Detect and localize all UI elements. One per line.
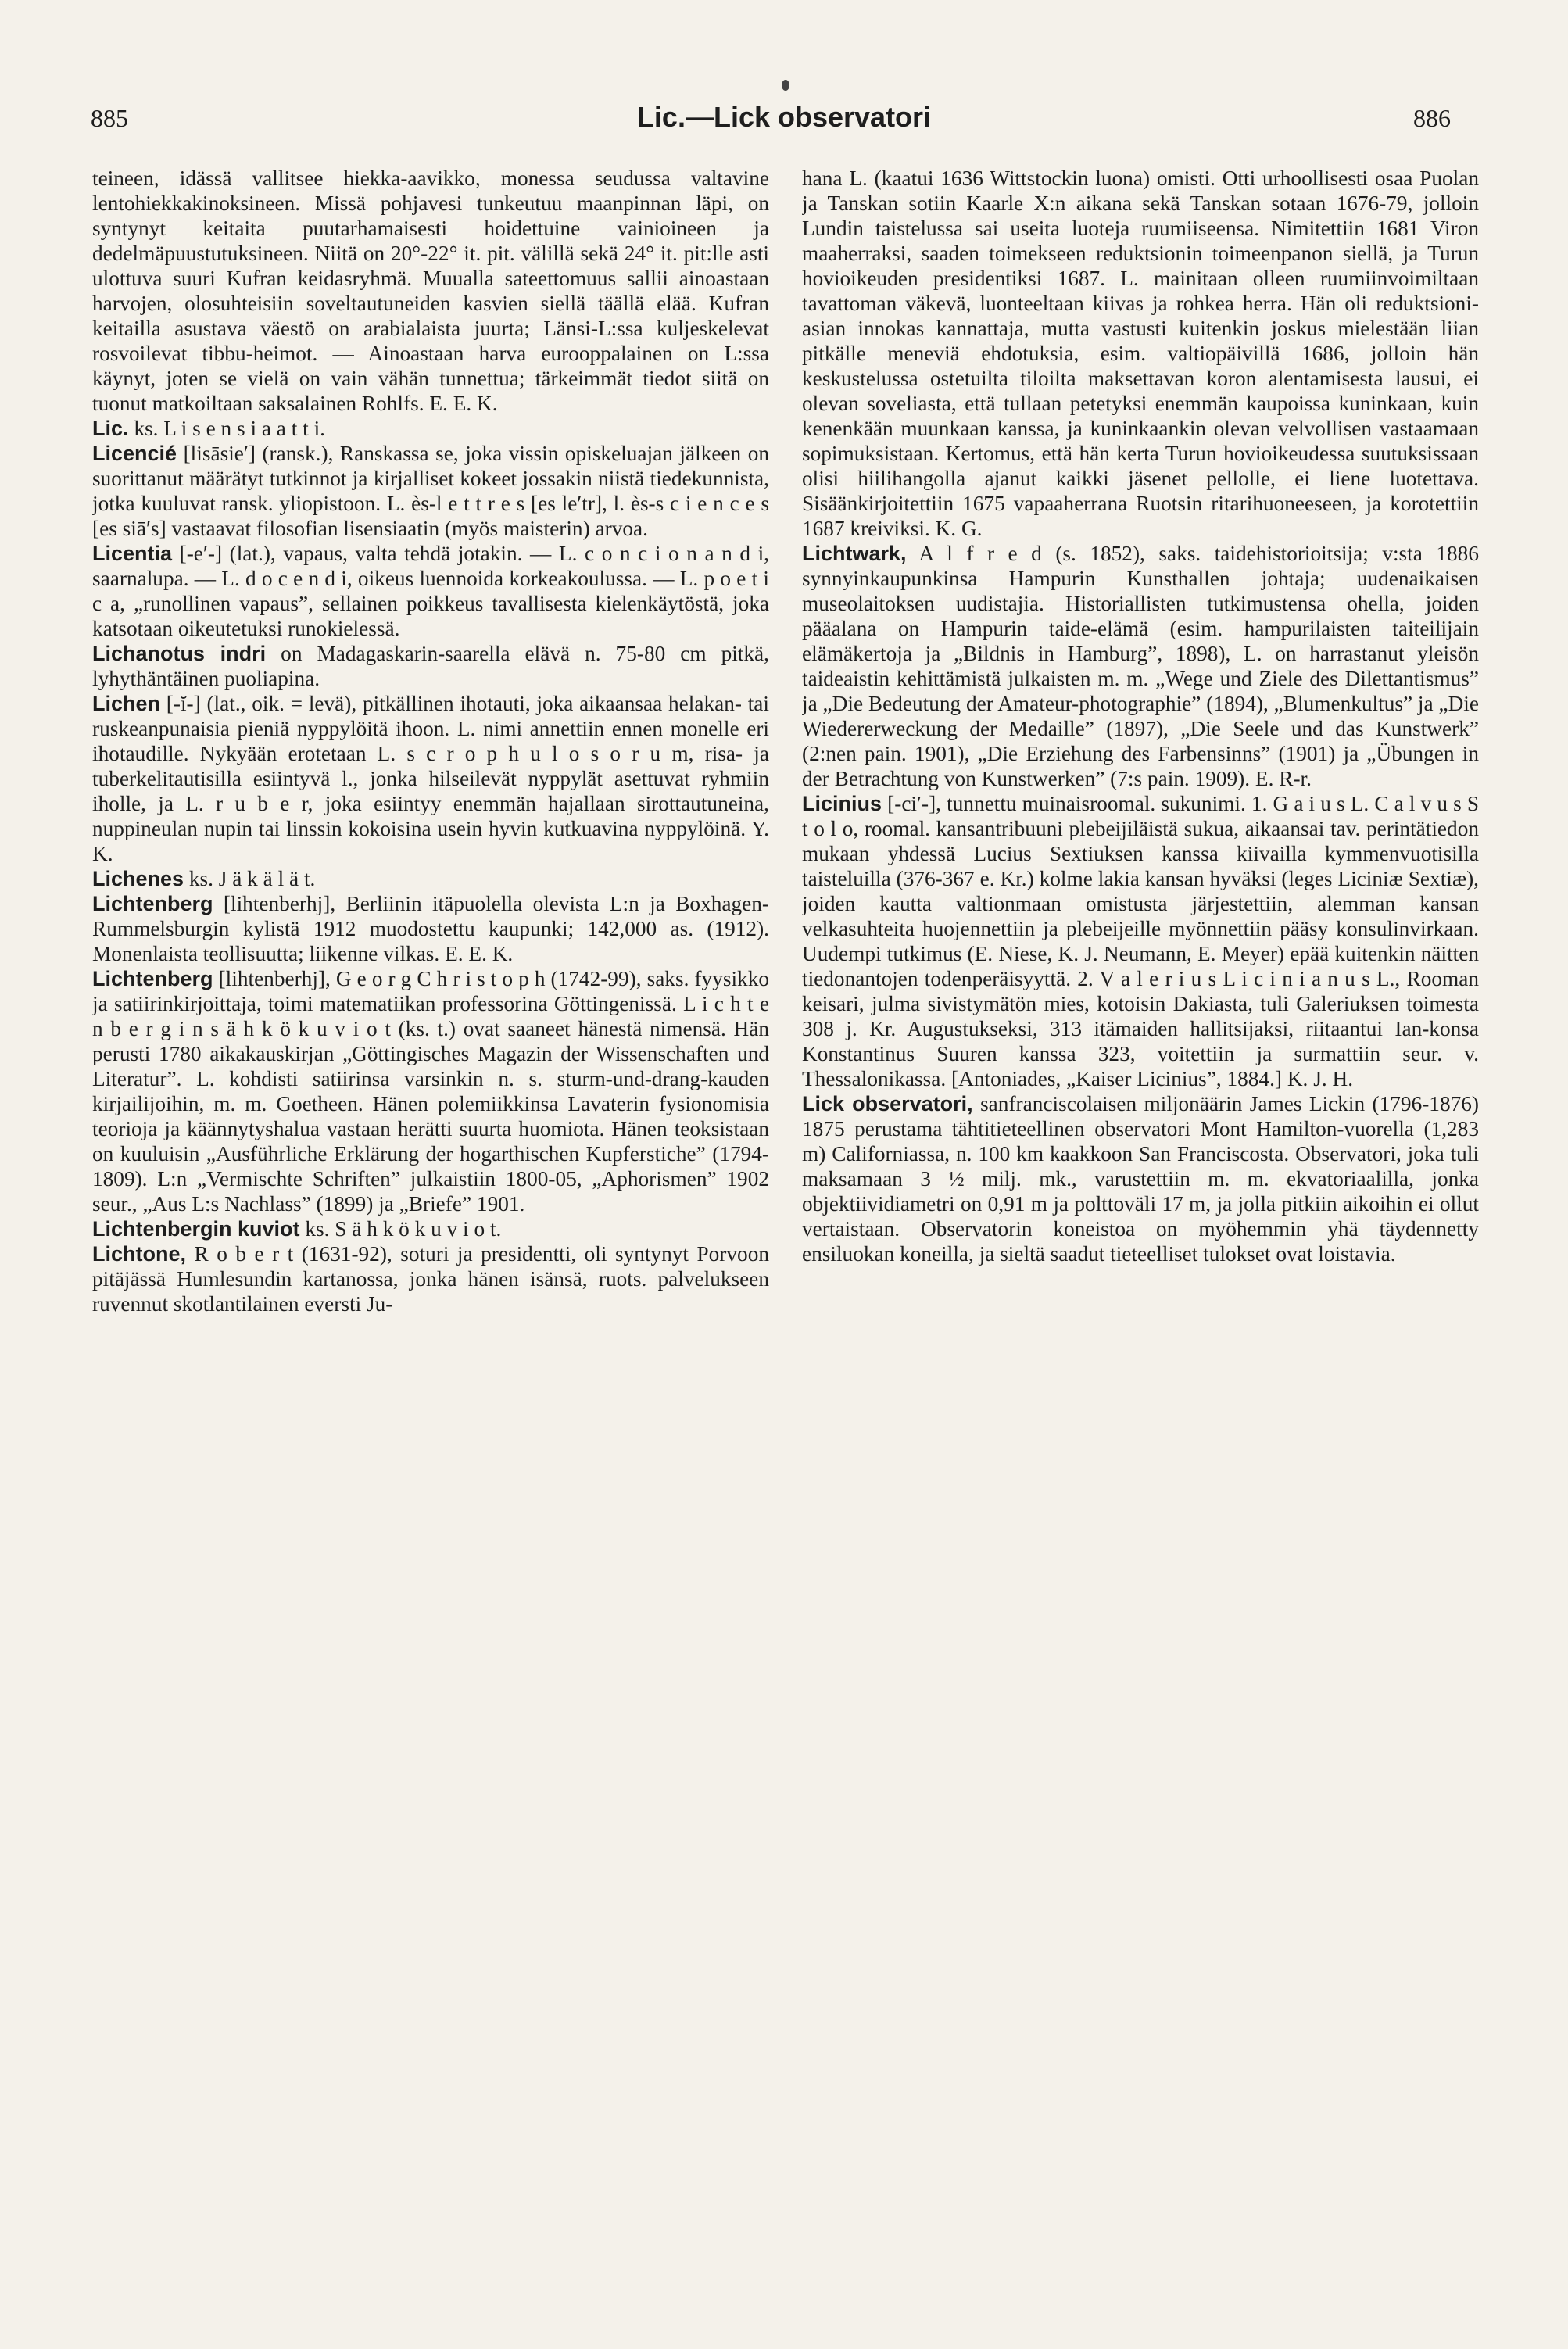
entry-text: ks. L i s e n s i a a t t i. bbox=[134, 417, 325, 440]
entry-text: hana L. (kaatui 1636 Wittstockin luona) omisti. Otti urhoollisesti osaa Puolan ja Tanskan sotiin Kaarle X:n aikana sekä Tanskan sotaan 1676-79, jolloin Lundin taistelussa sai useita luoteja ruumiiseensa. Nimitettiin 1681 Viron maaherraksi, saaden toimekseen reduktsionin toimeenpanon siellä, ja Turun hovioikeuden presidentiksi 1687. L. mainitaan olleen ruumiinvoimiltaan tavattoman väkevä, luonteeltaan kiivas ja rohkea herra. Hän oli reduktsioni-asian innokas kannattaja, mutta vastusti kuitenkin joskus mielestään liian pitkälle meneviä ehdotuksia, esim. valtiopäivillä 1686, jolloin hän keskustelussa ostetuilta tiloilta maksettavan koron alentamisesta lausui, ei olevan soveliasta, että tullaan petetyksi enemmän kaupoissa kuninkaan, kuin kenenkään muunkaan kanssa, ja kuninkaankin olevan velvollisen vastaamaan sopimuksistaan. Kertomus, että hän kerta Turun hovioikeudessa suutuksissaan olisi hiilihangolla ajanut kaikki jäsenet pellolle, ei liene luotettava. Sisäänkirjoitettiin 1675 vapaaherrana Ruotsin ritarihuoneeseen, ja korotettiin 1687 kreiviksi. K. G. bbox=[802, 167, 1479, 540]
entry bbox=[92, 641, 769, 691]
entry-headword: Licinius bbox=[802, 792, 882, 815]
entry bbox=[92, 1216, 769, 1241]
entry bbox=[92, 691, 769, 866]
entry bbox=[92, 891, 769, 966]
entry-headword: Lichtwark, bbox=[802, 542, 907, 565]
entry-headword: Licentia bbox=[92, 542, 173, 565]
entry-text: ks. J ä k ä l ä t. bbox=[188, 867, 316, 890]
entry bbox=[802, 166, 1479, 541]
entry bbox=[802, 541, 1479, 791]
entry-headword: Lichtone, bbox=[92, 1242, 186, 1266]
entry-headword: Licencié bbox=[92, 442, 177, 465]
entry bbox=[92, 1241, 769, 1316]
entry-headword: Lichen bbox=[92, 692, 161, 715]
entry bbox=[92, 966, 769, 1216]
entry bbox=[802, 791, 1479, 1091]
entry-text: [lihtenberhj], G e o r g C h r i s t o p h (1742-99), saks. fyysikko ja satiirinkirjoittaja, toimi matematiikan professorina Göttingenissä. L i c h t e n b e r g i n s ä h k ö k u v i o t (ks. t.) ovat saaneet hänestä nimensä. Hän perusti 1780 aikakauskirjan „Göttingisches Magazin der Wissenschaften und Literatur”. L. kohdisti satiirinsa varsinkin n. s. sturm-und-drang-kauden kirjailijoihin, m. m. Goetheen. Hänen polemiikkinsa Lavaterin fysionomisia teorioja ja käännytyshalua vastaan herätti suurta huomiota. Hänen teoksistaan on kuuluisin „Ausführliche Erklärung der hogarthischen Kupferstiche” (1794-1809). L:n „Vermischte Schriften” julkaistiin 1800-05, „Aphorismen” 1902 seur., „Aus L:s Nachlass” (1899) ja „Briefe” 1901. bbox=[92, 967, 769, 1216]
entry-headword: Lichtenberg bbox=[92, 967, 213, 990]
entry-text: A l f r e d (s. 1852), saks. taidehistorioitsija; v:sta 1886 synnyinkaupunkinsa Hampurin Kunsthallen johtaja; uudenaikaisen museolaitoksen uudistajia. Historiallisten tutkimustensa ohella, joiden pääalana on Hampurin taide-elämä (esim. hampurilaisten taiteilijain elämäkertoja ja „Bildnis in Hamburg”, 1898), L. on harrastanut yleisön taideaistin kehittämistä julkaisten m. m. „Wege und Ziele des Dilettantismus” ja „Die Bedeutung der Amateur-photographie” (1894), „Blumenkultus” ja „Die Wiedererweckung der Medaille” (1897), „Die Seele und das Kunstwerk” (2:nen pain. 1901), „Die Erziehung des Farbensinns” (1901) ja „Übungen in der Betrachtung von Kunstwerken” (7:s pain. 1909). E. R-r. bbox=[802, 542, 1479, 790]
entry bbox=[802, 1091, 1479, 1266]
entry-text: ks. S ä h k ö k u v i o t. bbox=[305, 1217, 502, 1241]
entry-text: [lisāsie′] (ransk.), Ranskassa se, joka vissin opiskeluajan jälkeen on suorittanut määrätyt tutkinnot ja kirjalliset kokeet jossakin niistä tiedekunnista, jotka kuuluvat ransk. yliopistoon. L. ès-l e t t r e s [es le′tr], l. ès-s c i e n c e s [es siā′s] vastaavat filosofian lisensiaatin (myös maisterin) arvoa. bbox=[92, 442, 769, 540]
entry bbox=[92, 866, 769, 891]
running-title: Lic.—Lick observatori bbox=[636, 101, 932, 133]
page-number-right: 886 bbox=[1413, 104, 1451, 132]
entry-headword: Lichtenbergin kuviot bbox=[92, 1217, 300, 1241]
entry bbox=[92, 166, 769, 416]
entry-text: [-e′-] (lat.), vapaus, valta tehdä jotakin. — L. c o n c i o n a n d i, saarnalupa. — L. d o c e n d i, oikeus luennoida korkeakoulussa. — L. p o e t i c a, „runollinen vapaus”, sellainen poikkeus tavallisesta kielenkäytöstä, joka katsotaan oikeutetuksi runokielessä. bbox=[92, 542, 769, 640]
entry-headword: Lick observatori, bbox=[802, 1092, 973, 1115]
ink-dot bbox=[782, 80, 789, 91]
entry-text: teineen, idässä vallitsee hiekka-aavikko, monessa seudussa valtavine lentohiekkakinoksineen. Missä pohjavesi tunkeutuu maanpinnan läpi, on syntynyt keitaita puutarhamaisesti hoidettuine vainioineen ja dedelmäpuustutuksineen. Niitä on 20°-22° it. pit. välillä sekä 24° it. pit:lle asti ulottuva suuri Kufran keidasryhmä. Muualla sateettomuus sallii ainoastaan harvojen, olosuhteisiin soveltautuneiden kasvien siellä täällä elää. Kufran keitailla asustava väestö on arabialaista juurta; Länsi-L:ssa kuljeskelevat rosvoilevat tibbu-heimot. — Ainoastaan harva eurooppalainen on L:ssa käynyt, joten se vielä on vain vähän tunnettua; tärkeimmät tiedot siitä on tuonut matkoiltaan saksalainen Rohlfs. E. E. K. bbox=[92, 167, 769, 415]
entry-headword: Lichenes bbox=[92, 867, 184, 890]
entry bbox=[92, 416, 769, 441]
entry bbox=[92, 541, 769, 641]
entry-headword: Lichtenberg bbox=[92, 892, 213, 915]
entry-text: [lihtenberhj], Berliinin itäpuolella olevista L:n ja Boxhagen-Rummelsburgin kylistä 1912 muodostettu kaupunki; 142,000 as. (1912). Monenlaista teollisuutta; liikenne vilkas. E. E. K. bbox=[92, 892, 769, 965]
page-header bbox=[0, 101, 1568, 151]
page-number-left: 885 bbox=[91, 104, 128, 132]
entry-text: [-ĭ-] (lat., oik. = levä), pitkällinen ihotauti, joka aikaansaa helakan- tai ruskeanpunaisia pieniä nyppylöitä ihoon. L. nimi annettiin ennen monelle eri ihotaudille. Nykyään erotetaan L. s c r o p h u l o s o r u m, risa- ja tuberkelitautisilla esiintyvä l., jonka hilseilevät nyppylät asettuvat ryhmiin iholle, ja L. r u b e r, joka esiintyy enemmän hajallaan sirottautuneina, nuppineulan nupin tai linssin kokoisina usein hyvin kutkuavina nyppylöinä. Y. K. bbox=[92, 692, 769, 865]
entry-text: sanfranciscolaisen miljonäärin James Lickin (1796-1876) 1875 perustama tähtitieteellinen observatori Mont Hamilton-vuorella (1,283 m) Californiassa, n. 100 km kaakkoon San Franciscosta. Observatori, joka tuli maksamaan 3 ½ milj. mk., varustettiin m. m. ekvatoriaalilla, jonka objektiividiametri on 0,91 m ja polttoväli 17 m, ja jolla pitkiin aikoihin ei ollut vertaistaan. Observatorin koneistoa on myöhemmin yhä täydennetty ensiluokan koneilla, ja sieltä saadut tieteelliset tulokset ovat loistavia. bbox=[802, 1092, 1479, 1266]
left-column bbox=[92, 166, 769, 2292]
entry-text: [-ci′-], tunnettu muinaisroomal. sukunimi. 1. G a i u s L. C a l v u s S t o l o, roomal. kansantribuuni plebeijiläistä sukua, aikaansai tav. perintätiedon mukaan yhdessä Lucius Sextiuksen kanssa kiivailla kymmenvuotisilla taisteluilla (376-367 e. Kr.) kolme lakia kansan hyväksi (leges Liciniæ Sextiæ), joiden kautta valtionmaan omistusta järjestettiin, alemman kansan velkasuhteita huojennettiin ja plebeijeille myönnettiin pääsy konsulinvirkaan. Uudempi tutkimus (E. Niese, K. J. Neumann, E. Meyer) epää kuitenkin näitten tiedonantojen todenperäisyyttä. 2. V a l e r i u s L i c i n i a n u s L., Rooman keisari, julma sivistymätön mies, kotoisin Dakiasta, tuli Galeriuksen toimesta 308 j. Kr. Augustukseksi, 313 itämaiden hallitsijaksi, riitaantui Ian-konsa Konstantinus Suuren kanssa 323, voitettiin ja surmattiin seur. v. Thessalonikassa. [Antoniades, „Kaiser Licinius”, 1884.] K. J. H. bbox=[802, 792, 1479, 1090]
entry-headword: Lichanotus indri bbox=[92, 642, 267, 665]
entry-text: on Madagaskarin-saarella elävä n. 75-80 cm pitkä, lyhythäntäinen puoliapina. bbox=[92, 642, 769, 690]
entry-text: R o b e r t (1631-92), soturi ja presidentti, oli syntynyt Porvoon pitäjässä Humlesundin kartanossa, jonka hänen isänsä, ruots. palvelukseen ruvennut skotlantilainen eversti Ju- bbox=[92, 1242, 769, 1316]
right-column bbox=[802, 166, 1479, 2292]
entry bbox=[92, 441, 769, 541]
entry-headword: Lic. bbox=[92, 417, 129, 440]
